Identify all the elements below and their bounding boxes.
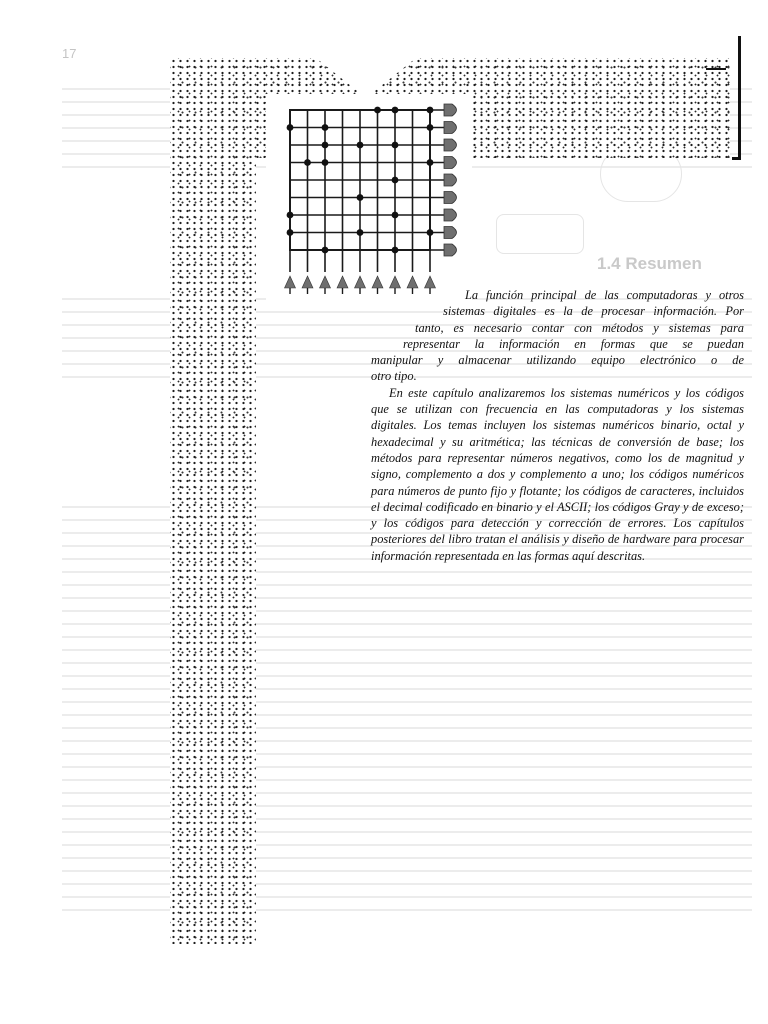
connection-dot [322,142,329,149]
connection-dot [392,177,399,184]
connection-dot [427,107,434,114]
connection-dot [427,124,434,131]
output-gate [444,192,457,204]
chapter-abstract [371,287,744,564]
abstract-paragraph-2: En este capítulo analizaremos los sistemas numéricos y los códigos que se utilizan con frecuencia en las computadoras y los sistemas digitales. Los temas incluyen los sistemas numéricos binario, octal y hexadecimal y su aritmética; las técnicas de conversión de base; los métodos para representar números negativos, como los de magnitud y signo, complemento a dos y complemento a uno; los códigos numéricos para números de punto fijo y flotante; los códigos de caracteres, incluidos el decimal codificado en binario y el ASCII; los códigos Gray y de exceso; y los códigos para detección y corrección de errores. Los capítulos posteriores del libro tratan el análisis y diseño de hardware para procesar información representada en las formas aquí descritas. [371,385,744,563]
connection-dot [357,142,364,149]
connection-dot [392,247,399,254]
abstract-line: tanto, es necesario contar con métodos y sistemas para [415,320,744,335]
abstract-paragraph-1 [371,287,744,385]
connection-dot [374,107,381,114]
connection-dot [287,229,294,236]
circuit-figure [266,94,472,304]
ghost-text-lower [62,506,752,922]
abstract-line: representar la información en formas que se puedan [403,336,744,351]
output-gate [444,209,457,221]
abstract-line: manipular y almacenar utilizando equipo electrónico o de [371,353,744,368]
connection-dot [287,212,294,219]
output-gate [444,122,457,134]
input-arrow [355,276,366,288]
pla-circuit-icon [266,94,472,304]
input-arrow [285,276,296,288]
connection-dot [322,124,329,131]
connection-dot [427,229,434,236]
connection-dot [287,124,294,131]
page-edge-bracket [732,36,741,160]
connection-dot [304,159,311,166]
input-arrow [337,276,348,288]
output-gate [444,157,457,169]
input-arrow [302,276,313,288]
connection-dot [322,159,329,166]
connection-dot [357,229,364,236]
output-gate [444,244,457,256]
ghost-page-number: 17 [62,46,77,61]
connection-dot [392,142,399,149]
output-gate [444,227,457,239]
connection-dot [357,194,364,201]
input-arrow [320,276,331,288]
connection-dot [392,107,399,114]
output-gate [444,104,457,116]
dotted-band-left [170,58,256,944]
abstract-line: La función principal de las computadoras y otros [465,288,744,302]
output-gate [444,174,457,186]
ghost-section-heading: 1.4 Resumen [597,254,702,273]
connection-dot [392,212,399,219]
connection-dot [322,247,329,254]
ghost-box [496,214,584,254]
abstract-line: sistemas digitales es la de procesar información. Por [443,304,744,319]
output-gate [444,139,457,151]
band-notch [256,58,476,98]
page-edge-dash [706,68,726,70]
connection-dot [427,159,434,166]
abstract-line: otro tipo. [371,369,417,384]
